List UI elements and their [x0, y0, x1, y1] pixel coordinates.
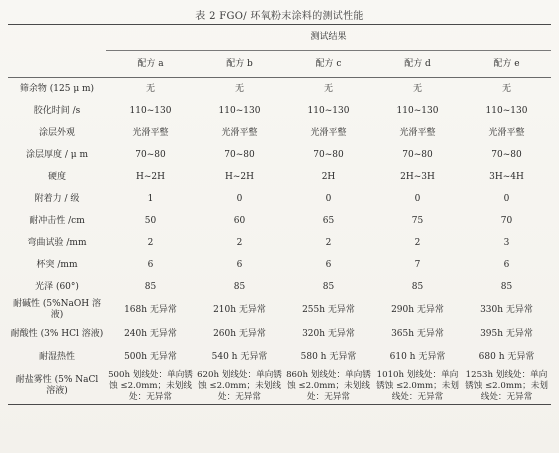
table-cell: 70~80: [491, 149, 522, 160]
table-row: [8, 100, 551, 122]
group-header-row: [8, 25, 551, 51]
table-cell: 无: [412, 83, 422, 94]
table-cell: 320h 无异常: [302, 328, 355, 339]
table-cell: 70~80: [402, 149, 433, 160]
table-row: [8, 298, 551, 322]
table-row: [8, 232, 551, 254]
row-label: 耐酸性 (3% HCl 溶液): [10, 328, 104, 339]
table-caption: 表 2 FGO/ 环氧粉末涂料的测试性能: [195, 11, 364, 22]
row-label: 涂层厚度 / μ m: [26, 149, 88, 160]
table-cell: 110~130: [218, 105, 261, 116]
table-cell: 110~130: [129, 105, 172, 116]
corner-cell: [8, 25, 106, 51]
table-cell: 50: [144, 215, 157, 226]
table-cell: 2H~3H: [400, 171, 435, 182]
table-cell: 168h 无异常: [124, 304, 177, 315]
table-row: [8, 210, 551, 232]
row-label: 附着力 / 级: [34, 193, 80, 204]
table-cell: 540 h 无异常: [211, 351, 268, 362]
table-cell: 无: [234, 83, 244, 94]
table-cell: 240h 无异常: [124, 328, 177, 339]
row-label-header: [8, 51, 106, 78]
table-cell: 光滑平整: [221, 127, 258, 138]
row-label: 耐碱性 (5%NaOH 溶液): [13, 299, 101, 320]
table-cell: 85: [322, 281, 335, 292]
table-cell: 500h 无异常: [124, 351, 177, 362]
table-cell: 60: [233, 215, 246, 226]
table-row: [8, 144, 551, 166]
table-cell: 255h 无异常: [302, 304, 355, 315]
table-cell: 75: [411, 215, 424, 226]
table-cell: 6: [147, 259, 154, 270]
table-cell: 6: [236, 259, 243, 270]
row-label: 杯突 /mm: [36, 259, 78, 270]
table-cell: 光滑平整: [399, 127, 436, 138]
table-cell: 0: [236, 193, 243, 204]
table-row: [8, 254, 551, 276]
table-cell: 0: [414, 193, 421, 204]
table-cell: 110~130: [485, 105, 528, 116]
table-row: [8, 346, 551, 368]
table-cell: 395h 无异常: [480, 328, 533, 339]
table-cell: 2: [325, 237, 332, 248]
row-label: 耐盐雾性 (5% NaCl 溶液): [8, 368, 106, 405]
table-cell: 无: [145, 83, 155, 94]
table-cell: 6: [325, 259, 332, 270]
table-cell: 光滑平整: [488, 127, 525, 138]
table-row: [8, 368, 551, 405]
table-cell: 无: [502, 83, 512, 94]
row-label: 弯曲试验 /mm: [27, 237, 87, 248]
table-cell: 70~80: [313, 149, 344, 160]
table-cell: H~2H: [225, 171, 254, 182]
column-header-row: [8, 51, 551, 78]
table-cell: 3H~4H: [489, 171, 524, 182]
table-cell: 860h 划线处：单向锈蚀 ≤2.0mm；未划线处：无异常: [284, 368, 373, 405]
table-cell: 260h 无异常: [213, 328, 266, 339]
row-label: 筛余物 (125 μ m): [19, 83, 95, 94]
row-label: 胶化时间 /s: [33, 105, 81, 116]
table-cell: 70: [500, 215, 513, 226]
table-cell: 无: [323, 83, 333, 94]
table-row: [8, 78, 551, 101]
table-row: [8, 166, 551, 188]
table-cell: 1010h 划线处：单向锈蚀 ≤2.0mm；未划线处：无异常: [373, 368, 462, 405]
table-cell: 2H: [321, 171, 336, 182]
table-cell: 110~130: [307, 105, 350, 116]
table-cell: 1: [147, 193, 154, 204]
table-cell: 580 h 无异常: [300, 351, 357, 362]
table-cell: 610 h 无异常: [389, 351, 446, 362]
column-header: 配方 e: [462, 51, 551, 78]
table-cell: 110~130: [396, 105, 439, 116]
table-cell: 光滑平整: [310, 127, 347, 138]
table-row: [8, 322, 551, 346]
table-cell: 3: [503, 237, 510, 248]
table-cell: 光滑平整: [132, 127, 169, 138]
table-cell: 6: [503, 259, 510, 270]
table-cell: 85: [500, 281, 513, 292]
test-results-table: [8, 24, 551, 405]
table-cell: 2: [236, 237, 243, 248]
table-cell: 680 h 无异常: [478, 351, 535, 362]
table-row: [8, 276, 551, 298]
column-header: 配方 a: [106, 51, 195, 78]
table-cell: 500h 划线处：单向锈蚀 ≤2.0mm；未划线处：无异常: [106, 368, 195, 405]
table-row: [8, 122, 551, 144]
table-cell: 0: [503, 193, 510, 204]
table-cell: 290h 无异常: [391, 304, 444, 315]
table-cell: 2: [147, 237, 154, 248]
row-label: 耐冲击性 /cm: [29, 215, 85, 226]
table-cell: 620h 划线处：单向锈蚀 ≤2.0mm；未划线处：无异常: [195, 368, 284, 405]
table-cell: 65: [322, 215, 335, 226]
row-label: 涂层外观: [38, 127, 75, 138]
table-cell: 85: [411, 281, 424, 292]
table-row: [8, 188, 551, 210]
table-cell: 2: [414, 237, 421, 248]
table-cell: 365h 无异常: [391, 328, 444, 339]
table-cell: H~2H: [136, 171, 165, 182]
table-cell: 0: [325, 193, 332, 204]
table-cell: 1253h 划线处：单向锈蚀 ≤2.0mm；未划线处：无异常: [462, 368, 551, 405]
table-cell: 85: [144, 281, 157, 292]
group-header: 测试结果: [106, 25, 551, 51]
table-cell: 85: [233, 281, 246, 292]
column-header: 配方 b: [195, 51, 284, 78]
table-cell: 70~80: [135, 149, 166, 160]
column-header: 配方 d: [373, 51, 462, 78]
table-cell: 210h 无异常: [213, 304, 266, 315]
table-cell: 70~80: [224, 149, 255, 160]
table-cell: 7: [414, 259, 421, 270]
column-header: 配方 c: [284, 51, 373, 78]
row-label: 硬度: [47, 171, 66, 182]
row-label: 光泽 (60°): [35, 281, 79, 292]
row-label: 耐湿热性: [38, 351, 75, 362]
table-cell: 330h 无异常: [480, 304, 533, 315]
